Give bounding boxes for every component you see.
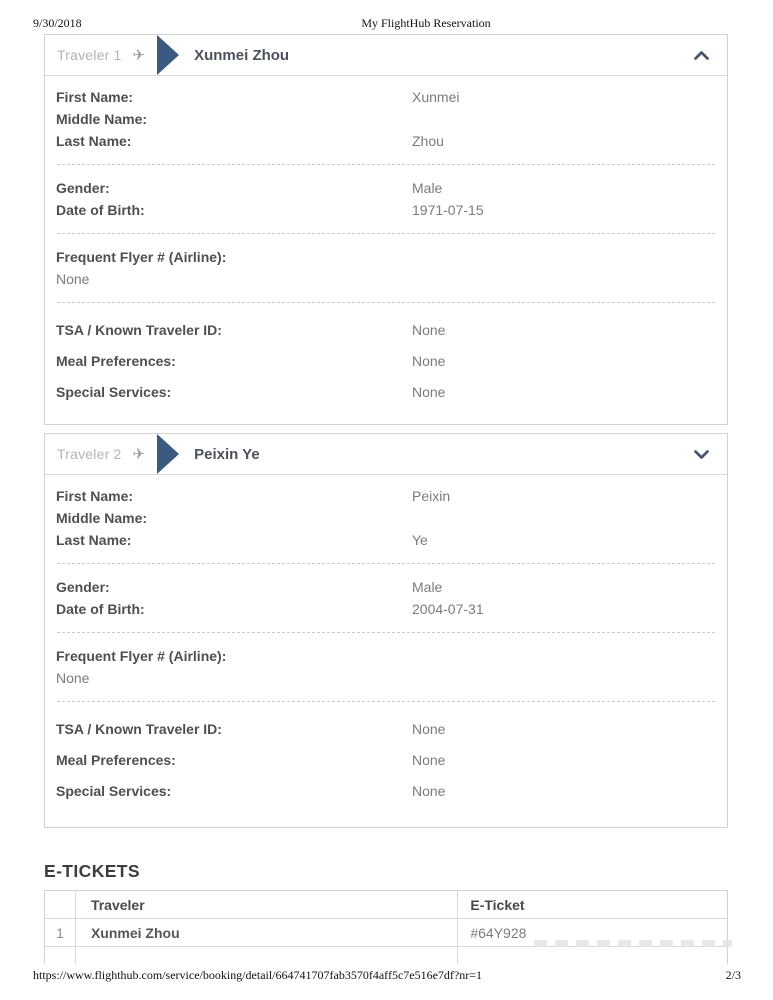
etickets-heading: E-TICKETS [44, 861, 140, 881]
field-row [56, 130, 716, 152]
row-number: 1 [45, 919, 76, 947]
table-row [45, 919, 728, 947]
field-label: TSA / Known Traveler ID: [56, 322, 222, 338]
field-row [56, 86, 716, 108]
field-value: None [56, 271, 90, 287]
field-label: Date of Birth: [56, 202, 145, 218]
print-footer-url: https://www.flighthub.com/service/booking/detail/664741707fab3570f4aff5c7e516e7df?nr=1 [33, 968, 483, 982]
print-header-title: My FlightHub Reservation [361, 16, 491, 30]
divider [57, 701, 715, 702]
field-row [56, 645, 716, 667]
etickets-header-row [45, 891, 728, 919]
field-value: Ye [412, 532, 428, 548]
traveler-2-name: Peixin Ye [194, 445, 260, 463]
field-label: TSA / Known Traveler ID: [56, 721, 222, 737]
field-row [56, 485, 716, 507]
traveler-1-details [45, 76, 727, 408]
traveler-1-name: Xunmei Zhou [194, 46, 290, 64]
field-row [56, 714, 716, 745]
field-label: Gender: [56, 180, 110, 196]
traveler-2-card [44, 433, 728, 828]
collapse-toggle[interactable] [693, 449, 710, 460]
traveler-1-card-header[interactable] [45, 35, 727, 76]
field-label: Meal Preferences: [56, 353, 176, 369]
divider [57, 302, 715, 303]
divider [57, 233, 715, 234]
field-row [56, 377, 716, 408]
chevron-up-icon [693, 50, 710, 61]
field-row [56, 529, 716, 551]
field-row [56, 507, 716, 529]
column-header-eticket: E-Ticket [458, 891, 728, 919]
field-value: None [412, 783, 446, 799]
field-label: Last Name: [56, 532, 132, 548]
field-row [56, 346, 716, 377]
field-row [56, 745, 716, 776]
field-row [56, 776, 716, 807]
traveler-2-card-header[interactable] [45, 434, 727, 475]
field-value: None [412, 721, 446, 737]
plane-icon: ✈ [132, 445, 146, 463]
field-value: Peixin [412, 488, 451, 504]
traveler-2-label: Traveler 2 [57, 446, 122, 462]
accent-arrow-shape [157, 434, 179, 474]
divider [57, 632, 715, 633]
traveler-2-details [45, 475, 727, 807]
divider [57, 164, 715, 165]
plane-icon: ✈ [132, 46, 146, 64]
field-label: Special Services: [56, 783, 172, 799]
field-label: Middle Name: [56, 510, 148, 526]
field-label: Last Name: [56, 133, 132, 149]
field-value: 2004-07-31 [412, 601, 484, 617]
field-row [56, 315, 716, 346]
field-value: None [56, 670, 90, 686]
accent-arrow-shape [157, 35, 179, 75]
field-row [56, 598, 716, 620]
field-label: Gender: [56, 579, 110, 595]
field-value: Male [412, 180, 443, 196]
field-label: Special Services: [56, 384, 172, 400]
chevron-down-icon [693, 449, 710, 460]
field-value [412, 507, 716, 529]
traveler-1-card [44, 34, 728, 425]
print-footer-page-number: 2/3 [725, 968, 741, 982]
collapse-toggle[interactable] [693, 50, 710, 61]
traveler-1-label: Traveler 1 [57, 47, 122, 63]
column-header-traveler: Traveler [75, 891, 457, 919]
field-label: Frequent Flyer # (Airline): [56, 249, 227, 265]
traveler-cell: Xunmei Zhou [75, 919, 457, 947]
field-value: Zhou [412, 133, 444, 149]
field-value: Male [412, 579, 443, 595]
field-label: Meal Preferences: [56, 752, 176, 768]
field-row [56, 576, 716, 598]
field-value: 1971-07-15 [412, 202, 484, 218]
field-value: None [412, 322, 446, 338]
field-value: Xunmei [412, 89, 460, 105]
table-row-clipped [45, 947, 728, 964]
field-label: Date of Birth: [56, 601, 145, 617]
field-label: Frequent Flyer # (Airline): [56, 648, 227, 664]
field-label: First Name: [56, 89, 134, 105]
field-row [56, 177, 716, 199]
field-value: None [412, 353, 446, 369]
field-value [412, 108, 716, 130]
etickets-table [44, 890, 728, 964]
field-value: None [412, 752, 446, 768]
column-header-index [45, 891, 76, 919]
field-label: Middle Name: [56, 111, 148, 127]
field-row [56, 246, 716, 268]
field-row [56, 108, 716, 130]
divider [57, 563, 715, 564]
field-label: First Name: [56, 488, 134, 504]
eticket-cell: #64Y928 [458, 919, 728, 947]
print-header-date: 9/30/2018 [33, 16, 82, 30]
field-value: None [412, 384, 446, 400]
field-row [56, 199, 716, 221]
